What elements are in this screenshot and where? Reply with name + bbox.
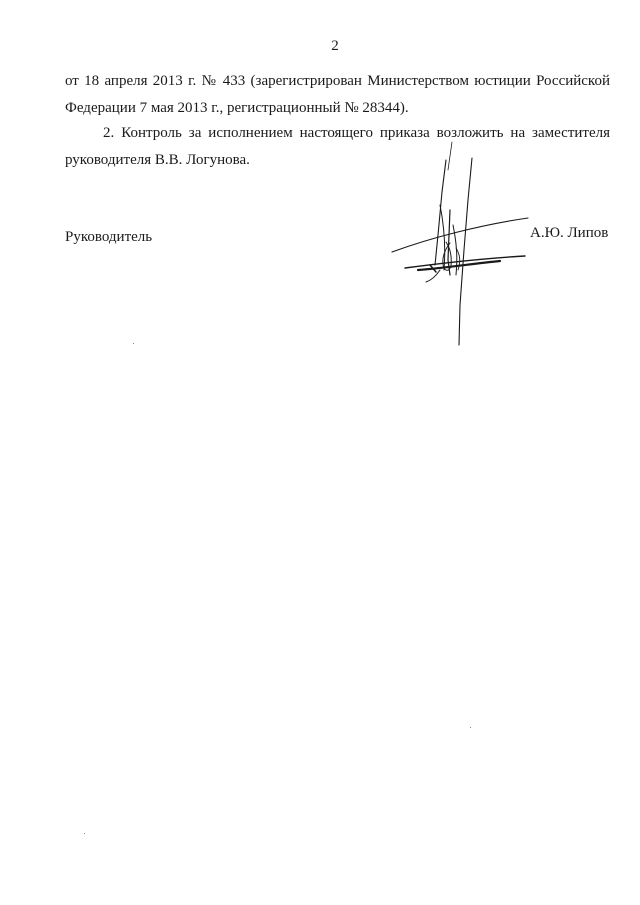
scan-speck [470,727,471,728]
signatory-title: Руководитель [65,229,153,245]
paragraph-2-line-2: руководителя В.В. Логунова. [65,152,250,168]
handwritten-signature [380,130,540,350]
scan-speck [84,833,85,834]
paragraph-2-line-1: 2. Контроль за исполнением настоящего приказа возложить на заместителя [103,125,610,141]
paragraph-1-line-1: от 18 апреля 2013 г. № 433 (зарегистрирован Министерством юстиции Российской [65,73,610,89]
paragraph-1-line-2: Федерации 7 мая 2013 г., регистрационный № 28344). [65,100,409,116]
paragraph-1 [65,68,610,122]
scan-speck [133,343,134,344]
page-number: 2 [331,38,339,54]
signatory-name: А.Ю. Липов [530,225,609,241]
